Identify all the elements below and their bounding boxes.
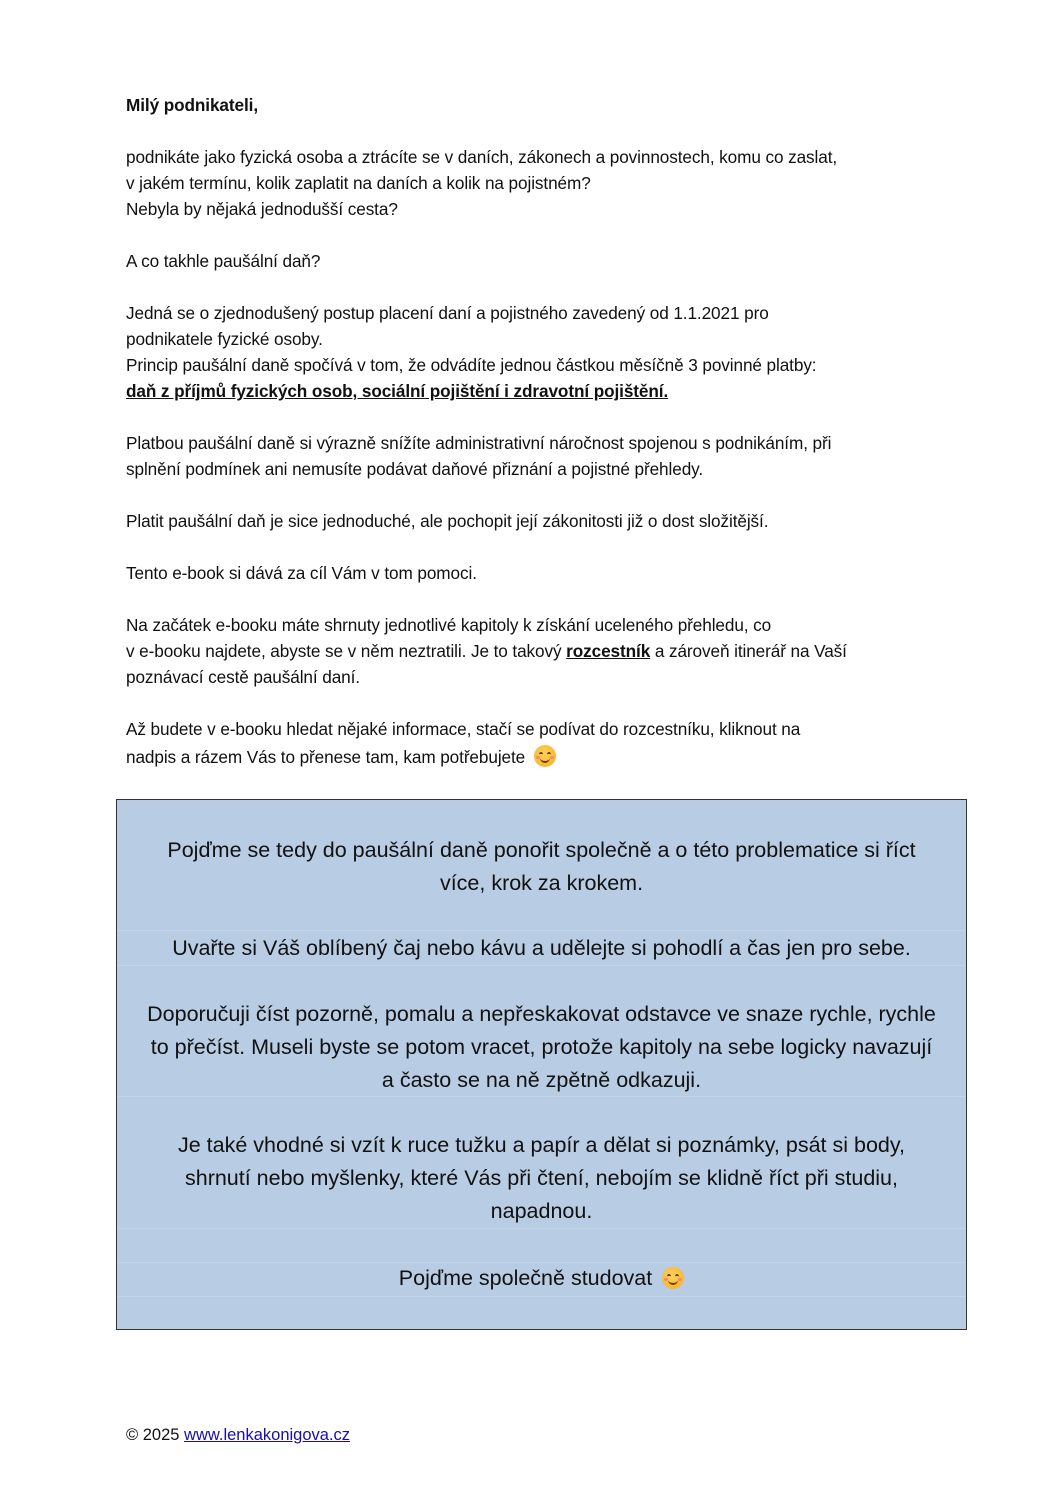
callout-closing-text: Pojďme společně studovat <box>398 1266 653 1290</box>
benefit-line-1: Platbou paušální daně si výrazně snížíte administrativní náročnost spojenou s podnikáním, při <box>126 433 832 453</box>
callout-paragraph-2: Uvařte si Váš oblíbený čaj nebo kávu a udělejte si pohodlí a čas jen pro sebe. <box>172 936 911 960</box>
overview-line-3: poznávací cestě paušální daní. <box>126 667 360 687</box>
intro-line-1: podnikáte jako fyzická osoba a ztrácíte se v daních, zákonech a povinnostech, komu co zaslat, <box>126 147 838 167</box>
overview-line-1: Na začátek e-booku máte shrnuty jednotlivé kapitoly k získání uceleného přehledu, co <box>126 615 772 635</box>
website-link[interactable]: www.lenkakonigova.cz <box>184 1426 351 1444</box>
callout-paragraph-4-line-3: napadnou. <box>490 1199 593 1223</box>
overview-text-before: v e-booku najdete, abyste se v něm neztratili. Je to takový <box>126 641 567 661</box>
callout-box <box>116 799 967 1330</box>
footer <box>126 1424 350 1446</box>
definition-line-2: podnikatele fyzické osoby. <box>126 329 323 349</box>
navigation-tip-line-1: Až budete v e-booku hledat nějaké informace, stačí se podívat do rozcestníku, kliknout na <box>126 719 801 739</box>
callout-paragraph-3-line-1: Doporučuji číst pozorně, pomalu a nepřeskakovat odstavce ve snaze rychle, rychle <box>147 1002 936 1026</box>
benefit-line-2: splnění podmínek ani nemusíte podávat daňové přiznání a pojistné přehledy. <box>126 459 704 479</box>
callout-closing <box>117 1262 966 1295</box>
callout-paragraph-3-line-2: to přečíst. Museli byste se potom vracet, protože kapitoly na sebe logicky navazují <box>150 1035 933 1059</box>
definition-emphasis: daň z příjmů fyzických osob, sociální pojištění i zdravotní pojištění. <box>126 381 669 401</box>
rozcestnik-link[interactable]: rozcestník <box>566 641 651 661</box>
intro-line-3: Nebyla by nějaká jednodušší cesta? <box>126 199 398 219</box>
complexity-line: Platit paušální daň je sice jednoduché, ale pochopit její zákonitosti již o dost složitější. <box>126 511 769 531</box>
callout-paragraph-4-line-2: shrnutí nebo myšlenky, které Vás při čtení, nebojím se klidně říct při studiu, <box>184 1166 898 1190</box>
callout-paragraph-1-line-2: více, krok za krokem. <box>439 871 644 895</box>
callout-paragraph-1-line-1: Pojďme se tedy do paušální daně ponořit společně a o této problematice si říct <box>167 838 916 862</box>
navigation-tip-line-2 <box>126 744 556 770</box>
overview-line-2 <box>126 638 847 664</box>
callout-paragraph-3-line-3: a často se na ně zpětně odkazuji. <box>381 1068 702 1092</box>
smiling-face-icon <box>534 745 556 767</box>
navigation-tip-text: nadpis a rázem Vás to přenese tam, kam potřebujete <box>126 747 526 767</box>
smiling-face-icon <box>662 1267 684 1289</box>
intro-line-2: v jakém termínu, kolik zaplatit na daních a kolik na pojistném? <box>126 173 591 193</box>
greeting: Milý podnikateli, <box>126 95 258 115</box>
overview-text-after: a zároveň itinerář na Vaší <box>650 641 847 661</box>
question-line: A co takhle paušální daň? <box>126 251 321 271</box>
definition-line-3: Princip paušální daně spočívá v tom, že odvádíte jednou částkou měsíčně 3 povinné platby: <box>126 355 817 375</box>
goal-line: Tento e-book si dává za cíl Vám v tom pomoci. <box>126 563 477 583</box>
callout-paragraph-4-line-1: Je také vhodné si vzít k ruce tužku a papír a dělat si poznámky, psát si body, <box>178 1133 905 1157</box>
definition-line-1: Jedná se o zjednodušený postup placení daní a pojistného zavedený od 1.1.2021 pro <box>126 303 769 323</box>
copyright: © 2025 <box>126 1426 180 1444</box>
